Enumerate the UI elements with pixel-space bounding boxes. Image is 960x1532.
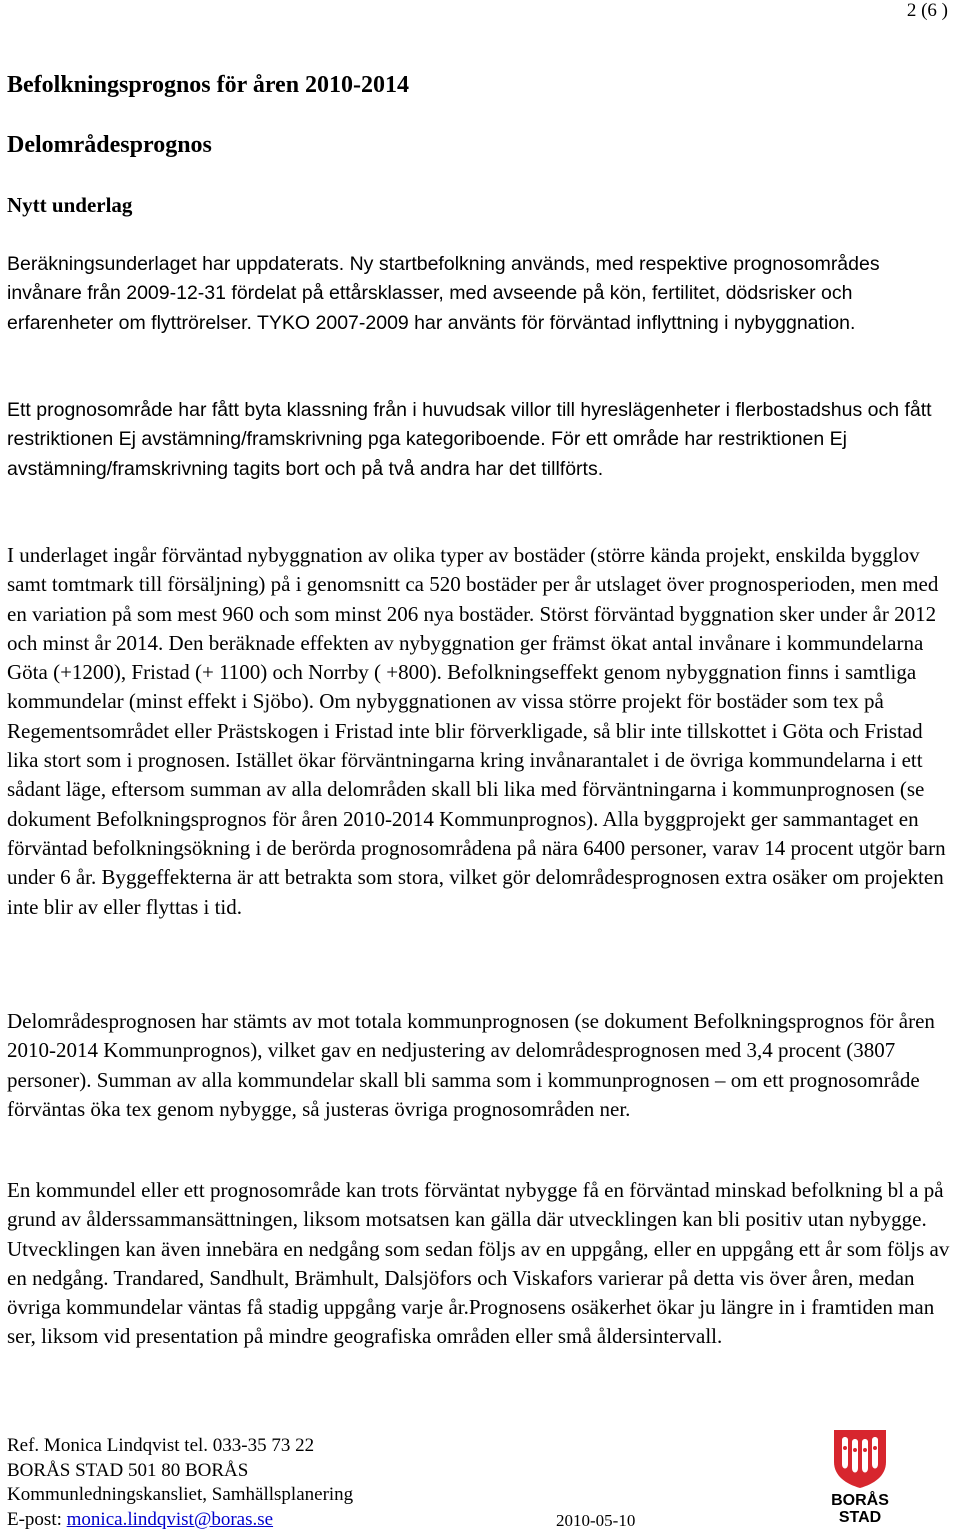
paragraph-osakerhet: En kommundel eller ett prognosområde kan trots förväntat nybygge få en förväntad minskad befolkning bl a på grund av ålderssammansättningen, liksom motsatsen kan gälla där utvecklingen kan bli positiv utan nybygge. Utvecklingen kan även innebära en nedgång som sedan följs av en uppgång, eller en uppgång ett år som följs av en nedgång. Trandared, Sandhult, Brämhult, Dalsjöfors och Viskafors varierar på detta vis över åren, medan övriga kommundelar väntas få stadig uppgång varje år.Prognosens osäkerhet ökar ju längre in i framtiden man ser, liksom vid presentation på mindre geografiska områden eller små åldersintervall.	[7, 1178, 950, 1349]
footer-address: BORÅS STAD 501 80 BORÅS	[7, 1459, 249, 1481]
logo-text-line1: BORÅS	[831, 1492, 889, 1509]
footer-contact	[7, 1434, 353, 1532]
page-title: Befolkningsprognos för åren 2010-2014	[7, 72, 410, 98]
footer-email-line	[7, 1508, 353, 1532]
page-subtitle: Delområdesprognos	[7, 132, 212, 158]
logo-text-line2: STAD	[838, 1509, 882, 1526]
section-heading: Nytt underlag	[7, 193, 133, 217]
page-number: 2 (6 )	[906, 0, 948, 21]
paragraph-klassning: Ett prognosområde har fått byta klassning från i huvudsak villor till hyreslägenheter i flerbostadshus och fått restriktionen Ej avstämning/framskrivning pga kategoriboende. För ett område har restriktionen Ej avstämning/framskrivning tagits bort och på två andra har det tillförts.	[7, 399, 932, 480]
boras-coat-of-arms-icon	[820, 1428, 900, 1490]
footer-department: Kommunledningskansliet, Samhällsplanering	[7, 1484, 354, 1505]
paragraph-avstamning: Delområdesprognosen har stämts av mot totala kommunprognosen (se dokument Befolkningsprognos för åren 2010-2014 Kommunprognos), vilket gav en nedjustering av delområdesprognosen med 3,4 procent (3807 personer). Summan av alla kommundelar skall bli samma som i kommunprognosen – om ett prognosområde förväntas öka tex genom nybygge, så justeras övriga prognosområden ner.	[7, 1009, 935, 1121]
footer-email-label: E-post:	[7, 1508, 67, 1530]
paragraph-nybyggnation: I underlaget ingår förväntad nybyggnation av olika typer av bostäder (större kända projekt, enskilda bygglov samt tomtmark till försäljning) på i genomsnitt ca 520 bostäder per år utslaget över prognosperioden, men med en variation på som mest 960 och som minst 206 nya bostäder. Störst förväntad byggnation sker under år 2012 och minst år 2014. Den beräknade effekten av nybyggnation ger främst ökat antal invånare i kommundelarna Göta (+1200), Fristad (+ 1100) och Norrby ( +800). Befolkningseffekt genom nybyggnation finns i samtliga kommundelar (minst effekt i Sjöbo). Om nybyggnationen av vissa större projekt för bostäder som tex på Regementsområdet eller Prästskogen i Fristad inte blir förverkligade, så blir inte tillskottet i Göta och Fristad lika stort som i prognosen. Istället ökar förväntningarna kring invånarantalet i de övriga kommundelarna i ett sådant läge, eftersom summan av alla delområden skall bli lika med förväntningarna i kommunprognosen (se dokument Befolkningsprognos för åren 2010-2014 Kommunprognos). Alla byggprojekt ger sammantaget en förväntad befolkningsökning i de berörda prognosområdena på nära 6400 personer, varav 14 procent utgör barn under 6 år. Byggeffekterna är att betrakta som stora, vilket gör delområdesprognosen extra osäker om projekten inte blir av eller flyttas i tid.	[7, 543, 946, 919]
paragraph-underlag: Beräkningsunderlaget har uppdaterats. Ny startbefolkning används, med respektive prognosområdes invånare från 2009-12-31 fördelat på ettårsklasser, med avseende på kön, fertilitet, dödsrisker och erfarenheter om flyttrörelser. TYKO 2007-2009 har använts för förväntad inflyttning i nybyggnation.	[7, 253, 880, 334]
footer-ref: Ref. Monica Lindqvist tel. 033-35 73 22	[7, 1435, 315, 1456]
boras-stad-logo	[820, 1428, 900, 1528]
footer-date: 2010-05-10	[556, 1511, 636, 1530]
email-link[interactable]: monica.lindqvist@boras.se	[66, 1508, 274, 1530]
